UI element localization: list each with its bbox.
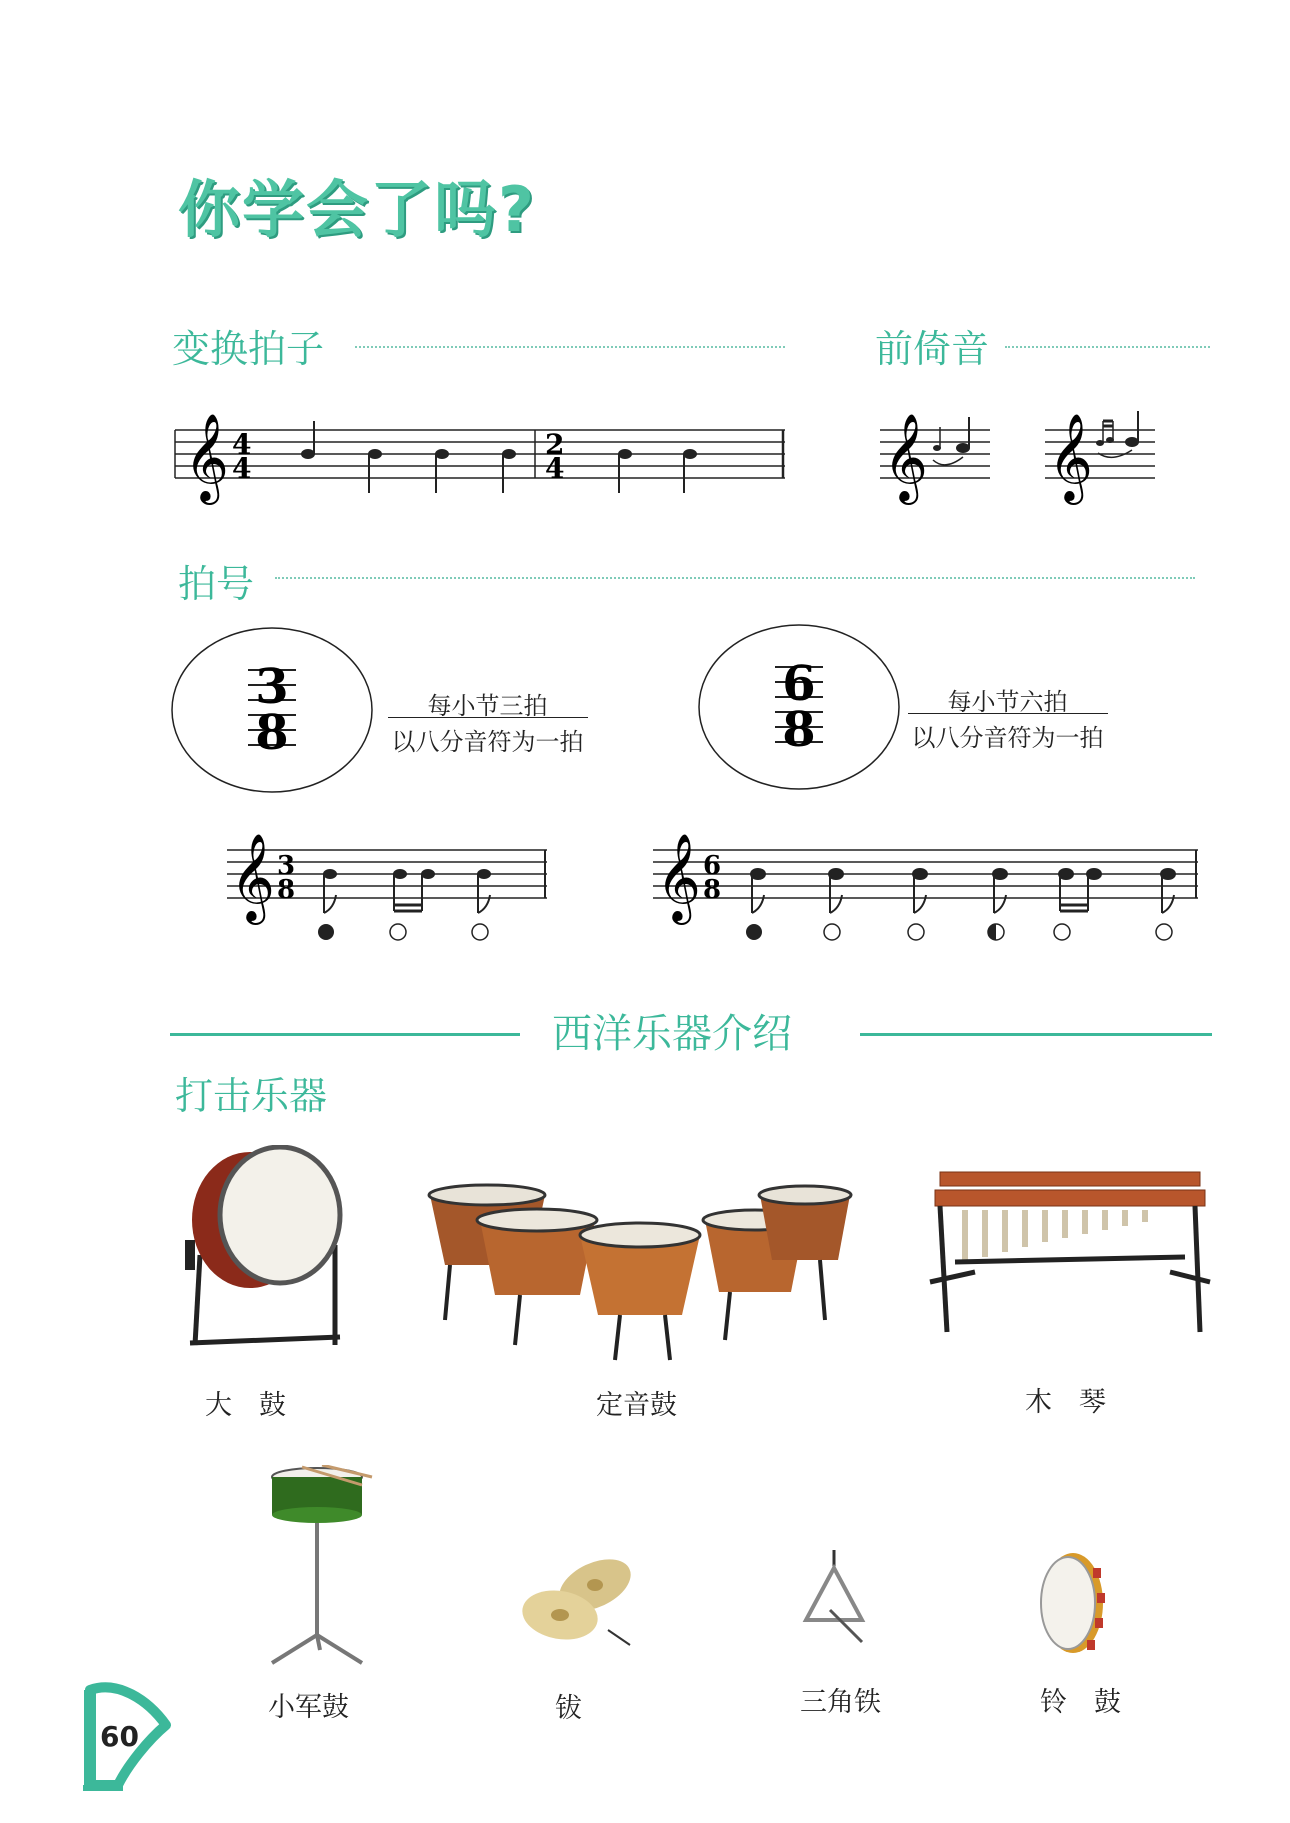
treble-clef-icon: 𝄞 bbox=[184, 412, 229, 501]
svg-text:𝄞: 𝄞 bbox=[883, 412, 928, 501]
svg-text:8: 8 bbox=[255, 705, 289, 761]
triangle-image bbox=[800, 1550, 875, 1650]
time-sig-3-8-oval bbox=[170, 625, 375, 795]
svg-text:𝄞: 𝄞 bbox=[230, 832, 275, 921]
label-cymbals: 钹 bbox=[555, 1693, 582, 1724]
divider bbox=[275, 577, 1195, 579]
time-sig-6-8-oval bbox=[697, 622, 902, 792]
section-heading-grace-note: 前倚音 bbox=[875, 327, 990, 371]
svg-text:3: 3 bbox=[277, 851, 296, 881]
time-sig-top: 4 bbox=[232, 428, 252, 461]
divider bbox=[355, 346, 785, 348]
svg-text:8: 8 bbox=[782, 702, 816, 758]
svg-text:6: 6 bbox=[782, 656, 816, 712]
divider bbox=[170, 1033, 520, 1036]
svg-text:8: 8 bbox=[277, 875, 296, 905]
label-triangle: 三角铁 bbox=[800, 1687, 881, 1718]
grace-note-staff-2 bbox=[1040, 405, 1160, 505]
fraction-bar bbox=[908, 713, 1108, 714]
cymbals-image bbox=[520, 1555, 635, 1655]
label-tambourine: 铃 鼓 bbox=[1040, 1687, 1121, 1718]
time-sig-3-8-line1: 每小节三拍 bbox=[427, 692, 548, 720]
divider bbox=[860, 1033, 1212, 1036]
quarter-notes bbox=[301, 421, 516, 493]
grace-note-staff-1 bbox=[875, 405, 995, 505]
svg-text:3: 3 bbox=[255, 659, 289, 715]
label-xylophone: 木 琴 bbox=[1025, 1387, 1106, 1418]
time-sig-top: 2 bbox=[545, 428, 565, 461]
time-sig-6-8-line1: 每小节六拍 bbox=[947, 688, 1068, 716]
svg-text:8: 8 bbox=[703, 875, 722, 905]
divider bbox=[1005, 346, 1210, 348]
page-number: 60 bbox=[100, 1720, 139, 1753]
staff-3-8 bbox=[222, 825, 552, 945]
time-sig-bottom: 4 bbox=[232, 452, 252, 485]
svg-text:𝄞: 𝄞 bbox=[1048, 412, 1093, 501]
label-snare-drum: 小军鼓 bbox=[268, 1692, 349, 1723]
staff-change-meter bbox=[170, 405, 790, 505]
section-heading-percussion: 打击乐器 bbox=[175, 1074, 328, 1118]
section-heading-time-signature: 拍号 bbox=[178, 562, 255, 606]
section-heading-western-instruments: 西洋乐器介绍 bbox=[552, 1011, 792, 1057]
label-bass-drum: 大 鼓 bbox=[205, 1390, 286, 1421]
fraction-bar bbox=[388, 717, 588, 718]
timpani-image bbox=[420, 1170, 860, 1365]
bass-drum-image bbox=[180, 1145, 350, 1360]
time-sig-6-8-line2: 以八分音符为一拍 bbox=[911, 724, 1104, 752]
xylophone-image bbox=[925, 1162, 1215, 1352]
staff-6-8 bbox=[648, 825, 1203, 945]
label-timpani: 定音鼓 bbox=[596, 1390, 677, 1421]
time-sig-3-8-line2: 以八分音符为一拍 bbox=[391, 728, 584, 756]
tambourine-image bbox=[1035, 1548, 1115, 1663]
svg-text:6: 6 bbox=[703, 851, 722, 881]
section-heading-change-meter: 变换拍子 bbox=[172, 327, 325, 371]
svg-text:𝄞: 𝄞 bbox=[656, 832, 701, 921]
snare-drum-image bbox=[262, 1465, 377, 1670]
page-title: 你学会了吗? bbox=[178, 173, 536, 246]
time-sig-bottom: 4 bbox=[545, 452, 565, 485]
